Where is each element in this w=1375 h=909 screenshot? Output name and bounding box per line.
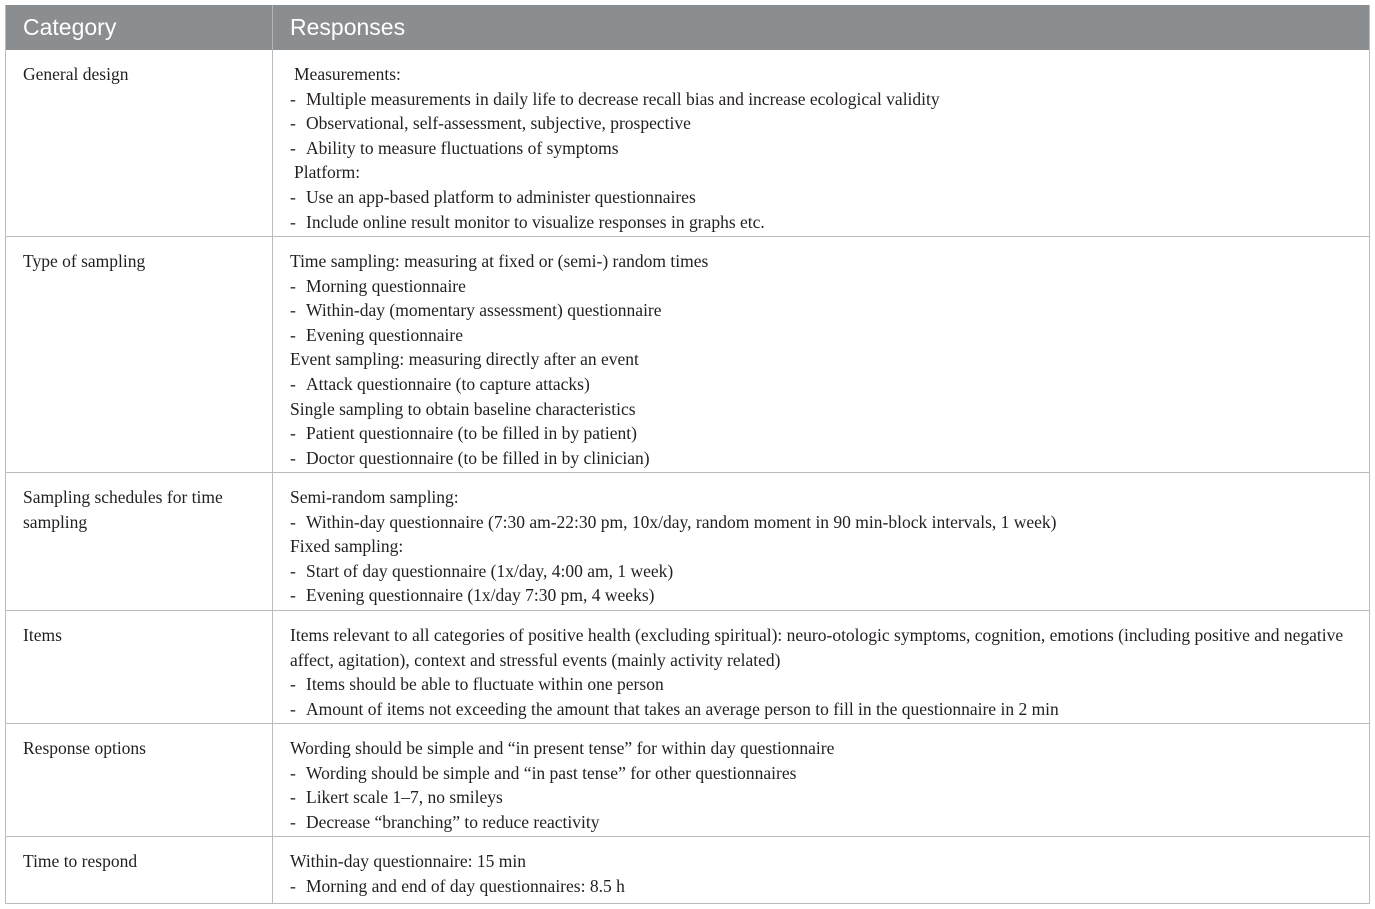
line-text: Semi-random sampling: bbox=[290, 487, 459, 507]
response-line bbox=[290, 347, 1360, 372]
table-row bbox=[6, 837, 1369, 904]
dash-marker: - bbox=[290, 211, 296, 232]
table-row bbox=[6, 50, 1369, 237]
line-text: Evening questionnaire bbox=[306, 324, 463, 345]
dash-marker: - bbox=[290, 137, 296, 158]
bullet-item bbox=[290, 874, 1360, 899]
header-divider bbox=[272, 5, 273, 50]
bullet-item bbox=[290, 672, 1360, 697]
line-text: Platform: bbox=[294, 162, 361, 183]
column-divider bbox=[272, 473, 273, 610]
header-responses: Responses bbox=[290, 14, 406, 40]
bullet-item bbox=[290, 761, 1360, 786]
line-text: Use an app-based platform to administer questionnaires bbox=[306, 186, 696, 207]
category-cell: Time to respond bbox=[23, 851, 138, 871]
line-text: Time sampling: measuring at fixed or (semi-) random times bbox=[290, 251, 709, 271]
dash-marker: - bbox=[290, 324, 296, 345]
line-text: Items relevant to all categories of positive health (excluding spiritual): neuro-otologic symptoms, cognition, emotions (including positive and negative affect, agitation), context and stressful events (mainly activity related) bbox=[290, 625, 1344, 670]
column-divider bbox=[272, 724, 273, 836]
bullet-item bbox=[290, 298, 1360, 323]
responses-cell bbox=[290, 249, 1360, 470]
bullet-item bbox=[290, 274, 1360, 299]
column-divider bbox=[272, 237, 273, 472]
requirements-table bbox=[5, 5, 1370, 904]
category-cell: Items bbox=[23, 625, 62, 645]
line-text: Morning questionnaire bbox=[306, 275, 466, 296]
bullet-item bbox=[290, 697, 1360, 722]
bullet-item bbox=[290, 185, 1360, 210]
line-text: Ability to measure fluctuations of symptoms bbox=[306, 137, 619, 158]
line-text: Evening questionnaire (1x/day 7:30 pm, 4 weeks) bbox=[306, 585, 655, 606]
dash-marker: - bbox=[290, 447, 296, 468]
response-line bbox=[290, 534, 1360, 559]
response-line bbox=[290, 485, 1360, 510]
dash-marker: - bbox=[290, 674, 296, 695]
line-text: Single sampling to obtain baseline characteristics bbox=[290, 398, 636, 419]
dash-marker: - bbox=[290, 88, 296, 109]
line-text: Doctor questionnaire (to be filled in by clinician) bbox=[306, 447, 650, 468]
line-text: Amount of items not exceeding the amount that takes an average person to fill in the questionnaire in 2 min bbox=[306, 698, 1059, 719]
bullet-item bbox=[290, 372, 1360, 397]
bullet-item bbox=[290, 446, 1360, 471]
line-text: Likert scale 1–7, no smileys bbox=[306, 787, 503, 808]
line-text: Observational, self-assessment, subjective, prospective bbox=[306, 113, 691, 134]
line-text: Morning and end of day questionnaires: 8.5 h bbox=[306, 875, 625, 896]
bullet-item bbox=[290, 421, 1360, 446]
dash-marker: - bbox=[290, 585, 296, 606]
dash-marker: - bbox=[290, 186, 296, 207]
dash-marker: - bbox=[290, 811, 296, 832]
bullet-item bbox=[290, 583, 1360, 608]
bullet-item bbox=[290, 136, 1360, 161]
response-line bbox=[290, 160, 1360, 185]
bullet-item bbox=[290, 785, 1360, 810]
line-text: Decrease “branching” to reduce reactivity bbox=[306, 811, 600, 832]
dash-marker: - bbox=[290, 787, 296, 808]
header-category: Category bbox=[23, 14, 117, 40]
table-row bbox=[6, 611, 1369, 724]
dash-marker: - bbox=[290, 560, 296, 581]
line-text: Within-day questionnaire: 15 min bbox=[290, 851, 526, 871]
responses-cell bbox=[290, 736, 1360, 834]
column-divider bbox=[272, 837, 273, 904]
table-row bbox=[6, 473, 1369, 611]
line-text: Include online result monitor to visualize responses in graphs etc. bbox=[306, 211, 765, 232]
bullet-item bbox=[290, 559, 1360, 584]
response-line bbox=[290, 623, 1360, 672]
category-cell: Response options bbox=[23, 738, 146, 758]
dash-marker: - bbox=[290, 423, 296, 444]
line-text: Attack questionnaire (to capture attacks) bbox=[306, 373, 590, 394]
dash-marker: - bbox=[290, 300, 296, 321]
dash-marker: - bbox=[290, 511, 296, 532]
response-line bbox=[290, 62, 1360, 87]
dash-marker: - bbox=[290, 698, 296, 719]
line-text: Within-day questionnaire (7:30 am-22:30 pm, 10x/day, random moment in 90 min-block intervals, 1 week) bbox=[306, 511, 1057, 532]
response-line bbox=[290, 736, 1360, 761]
response-line bbox=[290, 249, 1360, 274]
dash-marker: - bbox=[290, 373, 296, 394]
line-text: Start of day questionnaire (1x/day, 4:00 am, 1 week) bbox=[306, 560, 674, 581]
bullet-item bbox=[290, 510, 1360, 535]
dash-marker: - bbox=[290, 875, 296, 896]
responses-cell bbox=[290, 849, 1360, 898]
line-text: Event sampling: measuring directly after an event bbox=[290, 349, 639, 370]
bullet-item bbox=[290, 111, 1360, 136]
dash-marker: - bbox=[290, 762, 296, 783]
category-cell: Type of sampling bbox=[23, 251, 146, 271]
responses-cell bbox=[290, 62, 1360, 234]
line-text: Wording should be simple and “in past tense” for other questionnaires bbox=[306, 762, 797, 783]
table-header bbox=[6, 5, 1369, 50]
bullet-item bbox=[290, 87, 1360, 112]
responses-cell bbox=[290, 485, 1360, 608]
line-text: Items should be able to fluctuate within one person bbox=[306, 674, 664, 695]
line-text: Patient questionnaire (to be filled in by patient) bbox=[306, 423, 637, 444]
table-row bbox=[6, 724, 1369, 837]
column-divider bbox=[272, 50, 273, 236]
bullet-item bbox=[290, 323, 1360, 348]
line-text: Measurements: bbox=[294, 64, 401, 84]
response-line bbox=[290, 397, 1360, 422]
line-text: Fixed sampling: bbox=[290, 536, 404, 557]
dash-marker: - bbox=[290, 275, 296, 296]
bullet-item bbox=[290, 810, 1360, 835]
line-text: Wording should be simple and “in present tense” for within day questionnaire bbox=[290, 738, 835, 758]
line-text: Within-day (momentary assessment) questionnaire bbox=[306, 300, 662, 321]
dash-marker: - bbox=[290, 113, 296, 134]
bullet-item bbox=[290, 210, 1360, 235]
responses-cell bbox=[290, 623, 1360, 721]
table-row bbox=[6, 237, 1369, 473]
line-text: Multiple measurements in daily life to decrease recall bias and increase ecological validity bbox=[306, 88, 940, 109]
response-line bbox=[290, 849, 1360, 874]
column-divider bbox=[272, 611, 273, 723]
category-cell: Sampling schedules for time sampling bbox=[23, 487, 223, 532]
category-cell: General design bbox=[23, 64, 129, 84]
